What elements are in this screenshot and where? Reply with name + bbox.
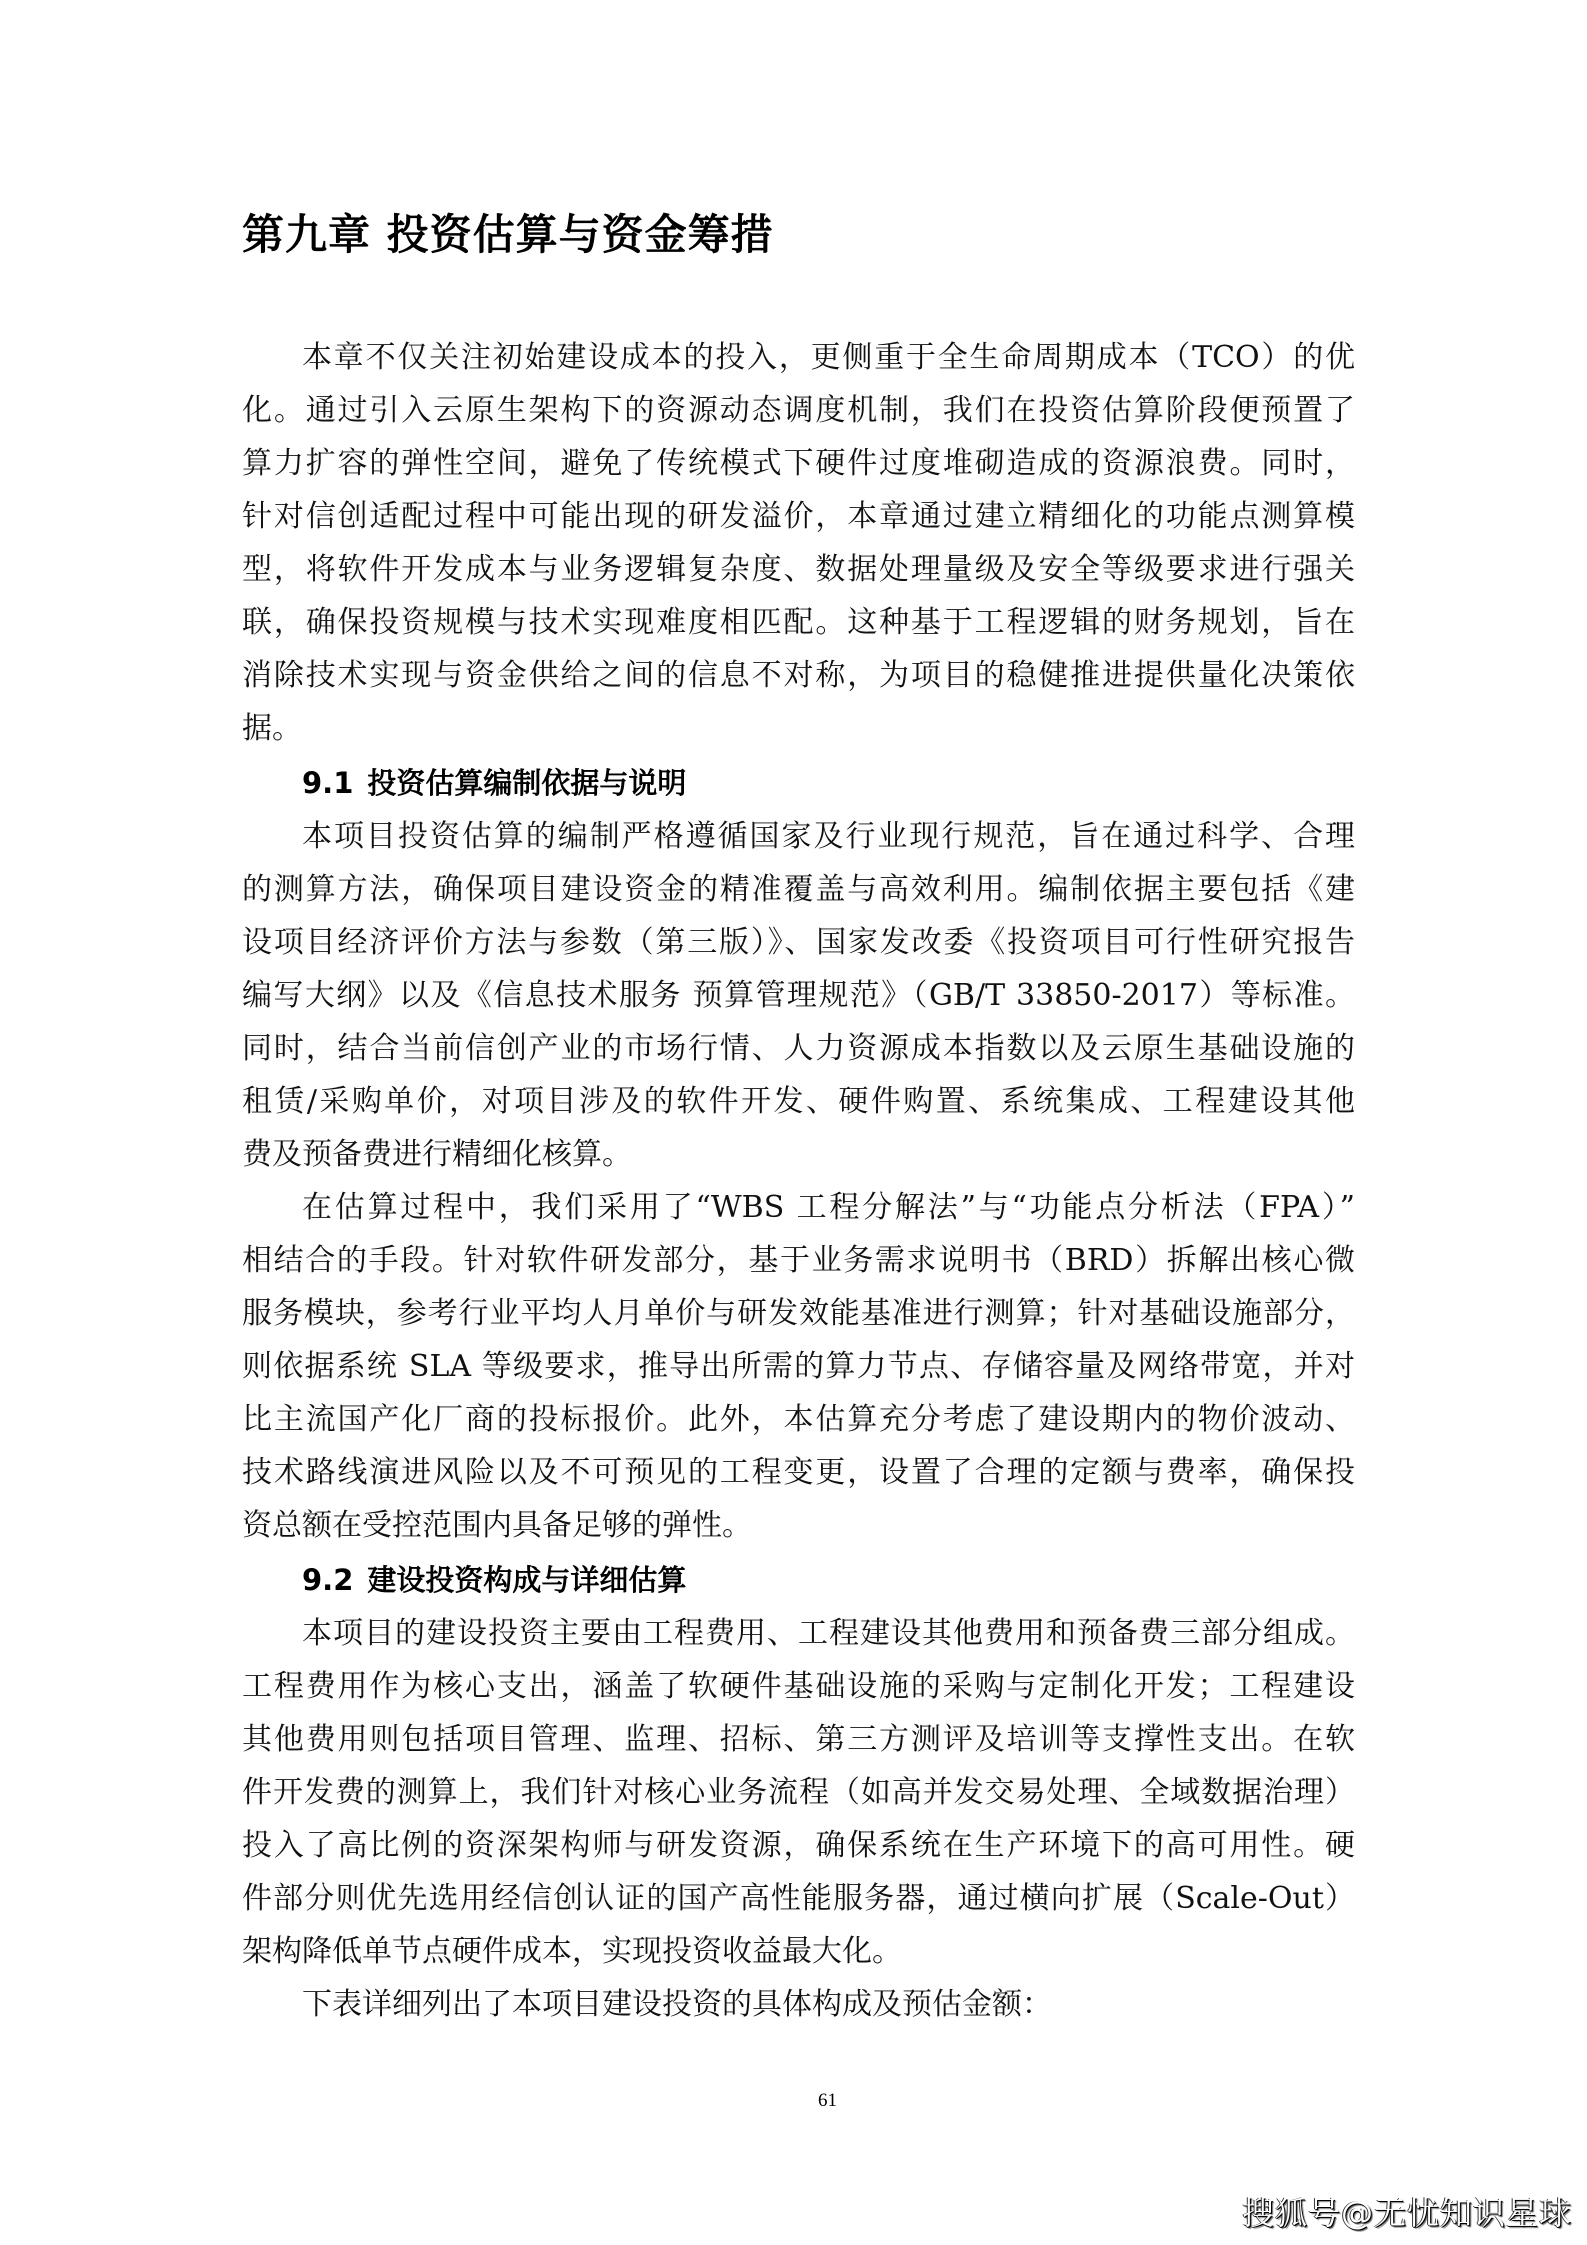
section-title: 投资估算编制依据与说明 bbox=[367, 766, 687, 800]
text-line: 技术路线演进风险以及不可预见的工程变更，设置了合理的定额与费率，确保投 bbox=[242, 1455, 1355, 1490]
section-heading-9-2 bbox=[302, 1554, 686, 1607]
text-line: 据。 bbox=[242, 711, 302, 746]
text-line: 下表详细列出了本项目建设投资的具体构成及预估金额： bbox=[302, 1987, 1052, 2022]
chapter-title: 第九章 投资估算与资金筹措 bbox=[242, 210, 774, 259]
text-line: 其他费用则包括项目管理、监理、招标、第三方测评及培训等支撑性支出。在软 bbox=[242, 1722, 1355, 1757]
text-line: 消除技术实现与资金供给之间的信息不对称，为项目的稳健推进提供量化决策依 bbox=[242, 658, 1355, 693]
page-number: 61 bbox=[818, 2090, 837, 2111]
text-line: 型，将软件开发成本与业务逻辑复杂度、数据处理量级及安全等级要求进行强关 bbox=[242, 552, 1355, 587]
text-line: 比主流国产化厂商的投标报价。此外，本估算充分考虑了建设期内的物价波动、 bbox=[242, 1402, 1355, 1437]
text-line: 工程费用作为核心支出，涵盖了软硬件基础设施的采购与定制化开发；工程建设 bbox=[242, 1669, 1355, 1704]
text-line: 针对信创适配过程中可能出现的研发溢价，本章通过建立精细化的功能点测算模 bbox=[242, 499, 1355, 534]
text-line: 联，确保投资规模与技术实现难度相匹配。这种基于工程逻辑的财务规划，旨在 bbox=[242, 605, 1355, 640]
section-number: 9.1 bbox=[302, 766, 354, 800]
text-line: 服务模块，参考行业平均人月单价与研发效能基准进行测算；针对基础设施部分， bbox=[242, 1296, 1355, 1331]
text-line: 设项目经济评价方法与参数（第三版）》、国家发改委《投资项目可行性研究报告 bbox=[242, 925, 1355, 960]
text-line: 费及预备费进行精细化核算。 bbox=[242, 1137, 632, 1172]
text-line: 件部分则优先选用经信创认证的国产高性能服务器，通过横向扩展（Scale-Out） bbox=[242, 1881, 1355, 1916]
text-line: 在估算过程中，我们采用了“WBS 工程分解法”与“功能点分析法（FPA）” bbox=[302, 1190, 1355, 1225]
text-line: 相结合的手段。针对软件研发部分，基于业务需求说明书（BRD）拆解出核心微 bbox=[242, 1243, 1355, 1278]
text-line: 同时，结合当前信创产业的市场行情、人力资源成本指数以及云原生基础设施的 bbox=[242, 1031, 1355, 1066]
section-title: 建设投资构成与详细估算 bbox=[367, 1563, 687, 1597]
text-line: 编写大纲》以及《信息技术服务 预算管理规范》（GB/T 33850-2017）等标准。 bbox=[242, 978, 1355, 1013]
text-line: 化。通过引入云原生架构下的资源动态调度机制，我们在投资估算阶段便预置了 bbox=[242, 393, 1355, 428]
text-line: 算力扩容的弹性空间，避免了传统模式下硬件过度堆砌造成的资源浪费。同时， bbox=[242, 446, 1355, 481]
text-line: 资总额在受控范围内具备足够的弹性。 bbox=[242, 1508, 752, 1543]
watermark: 搜狐号@无忧知识星球 bbox=[1242, 2194, 1573, 2232]
text-line: 本项目的建设投资主要由工程费用、工程建设其他费用和预备费三部分组成。 bbox=[302, 1616, 1355, 1651]
text-line: 的测算方法，确保项目建设资金的精准覆盖与高效利用。编制依据主要包括《建 bbox=[242, 872, 1355, 907]
text-line: 租赁/采购单价，对项目涉及的软件开发、硬件购置、系统集成、工程建设其他 bbox=[242, 1084, 1355, 1119]
section-number: 9.2 bbox=[302, 1563, 354, 1597]
section-heading-9-1 bbox=[302, 757, 686, 810]
text-line: 则依据系统 SLA 等级要求，推导出所需的算力节点、存储容量及网络带宽，并对 bbox=[242, 1349, 1355, 1384]
text-line: 本章不仅关注初始建设成本的投入，更侧重于全生命周期成本（TCO）的优 bbox=[302, 340, 1355, 375]
text-line: 件开发费的测算上，我们针对核心业务流程（如高并发交易处理、全域数据治理） bbox=[242, 1775, 1355, 1810]
text-line: 投入了高比例的资深架构师与研发资源，确保系统在生产环境下的高可用性。硬 bbox=[242, 1828, 1355, 1863]
text-line: 本项目投资估算的编制严格遵循国家及行业现行规范，旨在通过科学、合理 bbox=[302, 819, 1355, 854]
text-line: 架构降低单节点硬件成本，实现投资收益最大化。 bbox=[242, 1934, 902, 1969]
